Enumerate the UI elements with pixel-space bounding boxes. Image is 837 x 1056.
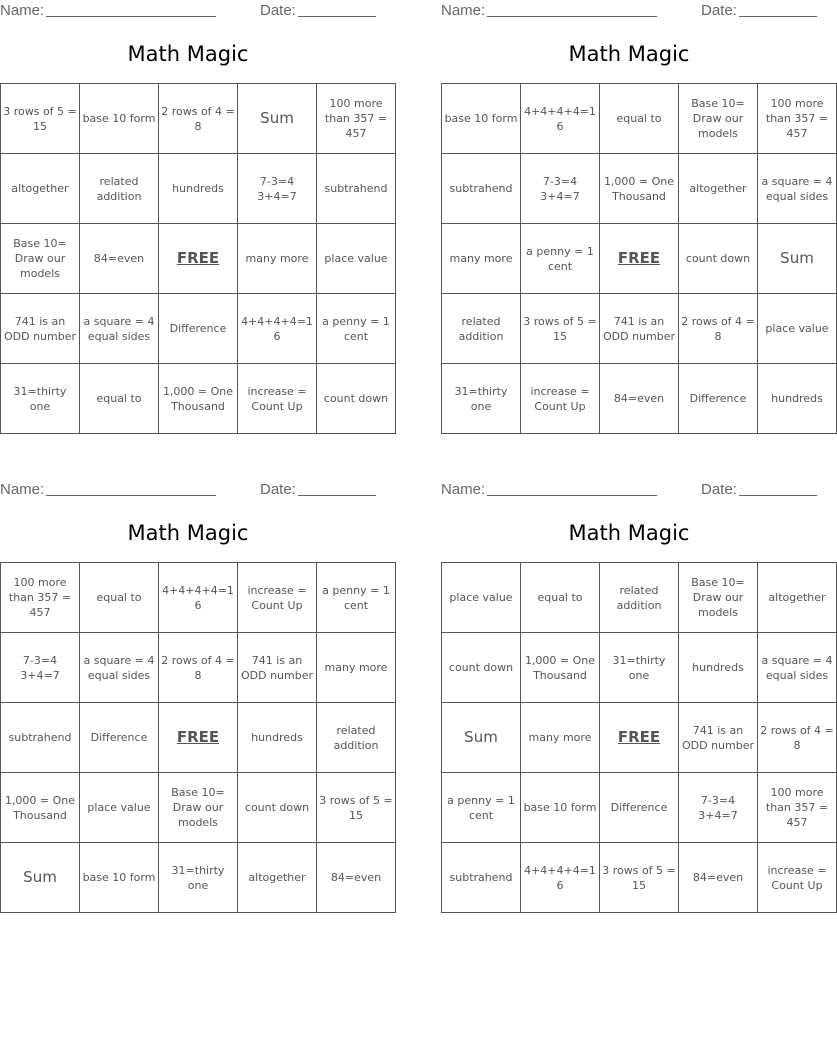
bingo-cell: 84=even: [80, 224, 159, 294]
date-label: Date:: [260, 2, 296, 19]
bingo-cell: related addition: [600, 563, 679, 633]
bingo-cell: 1,000 = One Thousand: [1, 773, 80, 843]
bingo-cell: related addition: [442, 294, 521, 364]
bingo-cell: equal to: [521, 563, 600, 633]
bingo-cell: many more: [317, 633, 396, 703]
bingo-grid: [0, 83, 396, 434]
free-space-cell: FREE: [600, 703, 679, 773]
bingo-cell: 4+4+4+4=16: [521, 843, 600, 913]
bingo-cell: many more: [442, 224, 521, 294]
bingo-cell: 7-3=4 3+4=7: [238, 154, 317, 224]
date-label: Date:: [701, 2, 737, 19]
card-title: Math Magic: [568, 42, 690, 66]
bingo-cell: 1,000 = One Thousand: [159, 364, 238, 434]
bingo-cell: 4+4+4+4=16: [238, 294, 317, 364]
bingo-cell: related addition: [80, 154, 159, 224]
date-blank-line: [739, 495, 817, 496]
bingo-cell: a square = 4 equal sides: [80, 633, 159, 703]
grid-row: [442, 364, 837, 434]
bingo-cell: hundreds: [679, 633, 758, 703]
bingo-cell: altogether: [1, 154, 80, 224]
bingo-cell: 84=even: [600, 364, 679, 434]
bingo-cell: altogether: [679, 154, 758, 224]
bingo-cell: Sum: [1, 843, 80, 913]
bingo-cell: 84=even: [317, 843, 396, 913]
bingo-cell: base 10 form: [80, 843, 159, 913]
name-label: Name:: [0, 481, 45, 498]
bingo-cell: altogether: [238, 843, 317, 913]
bingo-cell: base 10 form: [442, 84, 521, 154]
name-date-row: [441, 0, 817, 20]
grid-row: [1, 843, 396, 913]
date-blank-line: [739, 16, 817, 17]
bingo-cell: increase = Count Up: [521, 364, 600, 434]
bingo-cell: 2 rows of 4 = 8: [159, 84, 238, 154]
bingo-cell: subtrahend: [442, 843, 521, 913]
bingo-cell: subtrahend: [442, 154, 521, 224]
bingo-cell: 4+4+4+4=16: [521, 84, 600, 154]
bingo-cell: Base 10= Draw our models: [1, 224, 80, 294]
card-title: Math Magic: [127, 521, 249, 545]
grid-row: [1, 154, 396, 224]
bingo-cell: 1,000 = One Thousand: [521, 633, 600, 703]
bingo-cell: subtrahend: [317, 154, 396, 224]
grid-row: [442, 154, 837, 224]
bingo-cell: 2 rows of 4 = 8: [159, 633, 238, 703]
free-space-cell: FREE: [159, 224, 238, 294]
bingo-cell: a penny = 1 cent: [317, 294, 396, 364]
bingo-cell: hundreds: [159, 154, 238, 224]
bingo-cell: many more: [521, 703, 600, 773]
bingo-cell: 3 rows of 5 = 15: [521, 294, 600, 364]
bingo-cell: place value: [317, 224, 396, 294]
bingo-cell: 31=thirty one: [600, 633, 679, 703]
bingo-cell: Sum: [442, 703, 521, 773]
free-space-cell: FREE: [600, 224, 679, 294]
bingo-cell: increase = Count Up: [238, 364, 317, 434]
bingo-cell: count down: [238, 773, 317, 843]
card-title: Math Magic: [127, 42, 249, 66]
bingo-cell: 4+4+4+4=16: [159, 563, 238, 633]
bingo-cell: hundreds: [758, 364, 837, 434]
bingo-cell: Sum: [238, 84, 317, 154]
grid-row: [442, 773, 837, 843]
bingo-cell: Difference: [159, 294, 238, 364]
bingo-cell: Base 10= Draw our models: [679, 563, 758, 633]
bingo-cell: many more: [238, 224, 317, 294]
bingo-cell: equal to: [80, 364, 159, 434]
bingo-cell: a square = 4 equal sides: [758, 154, 837, 224]
bingo-cell: 3 rows of 5 = 15: [317, 773, 396, 843]
bingo-cell: 84=even: [679, 843, 758, 913]
bingo-cell: Difference: [600, 773, 679, 843]
grid-row: [442, 633, 837, 703]
name-label: Name:: [441, 2, 486, 19]
bingo-cell: altogether: [758, 563, 837, 633]
bingo-grid: [0, 562, 396, 913]
bingo-cell: hundreds: [238, 703, 317, 773]
bingo-cell: 741 is an ODD number: [238, 633, 317, 703]
grid-row: [1, 773, 396, 843]
bingo-cell: base 10 form: [80, 84, 159, 154]
bingo-cell: 31=thirty one: [1, 364, 80, 434]
free-space-cell: FREE: [159, 703, 238, 773]
bingo-cell: 100 more than 357 = 457: [317, 84, 396, 154]
bingo-cell: 100 more than 357 = 457: [758, 84, 837, 154]
bingo-cell: 31=thirty one: [159, 843, 238, 913]
date-blank-line: [298, 16, 376, 17]
bingo-cell: increase = Count Up: [758, 843, 837, 913]
bingo-cell: 3 rows of 5 = 15: [600, 843, 679, 913]
bingo-cell: place value: [758, 294, 837, 364]
date-label: Date:: [701, 481, 737, 498]
grid-row: [1, 364, 396, 434]
name-blank-line: [46, 16, 216, 17]
card-title: Math Magic: [568, 521, 690, 545]
grid-row: [442, 563, 837, 633]
bingo-cell: count down: [442, 633, 521, 703]
grid-row: [442, 224, 837, 294]
grid-row: [1, 294, 396, 364]
name-label: Name:: [0, 2, 45, 19]
bingo-cell: 7-3=4 3+4=7: [679, 773, 758, 843]
bingo-cell: equal to: [80, 563, 159, 633]
name-blank-line: [487, 495, 657, 496]
date-blank-line: [298, 495, 376, 496]
bingo-cell: Difference: [679, 364, 758, 434]
bingo-cell: 2 rows of 4 = 8: [758, 703, 837, 773]
bingo-cell: a penny = 1 cent: [521, 224, 600, 294]
name-label: Name:: [441, 481, 486, 498]
bingo-cell: equal to: [600, 84, 679, 154]
name-blank-line: [46, 495, 216, 496]
bingo-cell: 741 is an ODD number: [1, 294, 80, 364]
bingo-cell: Sum: [758, 224, 837, 294]
bingo-cell: 741 is an ODD number: [600, 294, 679, 364]
grid-row: [442, 294, 837, 364]
bingo-cell: a penny = 1 cent: [442, 773, 521, 843]
bingo-cell: subtrahend: [1, 703, 80, 773]
grid-row: [1, 633, 396, 703]
grid-row: [442, 843, 837, 913]
bingo-cell: 31=thirty one: [442, 364, 521, 434]
bingo-cell: increase = Count Up: [238, 563, 317, 633]
bingo-cell: 100 more than 357 = 457: [758, 773, 837, 843]
grid-row: [442, 703, 837, 773]
bingo-cell: 100 more than 357 = 457: [1, 563, 80, 633]
bingo-cell: Base 10= Draw our models: [679, 84, 758, 154]
bingo-cell: a square = 4 equal sides: [80, 294, 159, 364]
bingo-cell: count down: [679, 224, 758, 294]
bingo-cell: 741 is an ODD number: [679, 703, 758, 773]
bingo-cell: a penny = 1 cent: [317, 563, 396, 633]
bingo-grid: [441, 562, 837, 913]
grid-row: [442, 84, 837, 154]
name-date-row: [0, 0, 376, 20]
bingo-cell: count down: [317, 364, 396, 434]
bingo-cell: 7-3=4 3+4=7: [1, 633, 80, 703]
grid-row: [1, 224, 396, 294]
date-label: Date:: [260, 481, 296, 498]
bingo-cell: a square = 4 equal sides: [758, 633, 837, 703]
bingo-cell: base 10 form: [521, 773, 600, 843]
bingo-cell: Base 10= Draw our models: [159, 773, 238, 843]
grid-row: [1, 563, 396, 633]
bingo-cell: 1,000 = One Thousand: [600, 154, 679, 224]
bingo-cell: place value: [442, 563, 521, 633]
bingo-grid: [441, 83, 837, 434]
bingo-cell: Difference: [80, 703, 159, 773]
grid-row: [1, 84, 396, 154]
bingo-cell: 2 rows of 4 = 8: [679, 294, 758, 364]
bingo-cell: place value: [80, 773, 159, 843]
name-blank-line: [487, 16, 657, 17]
name-date-row: [0, 479, 376, 499]
bingo-cell: 7-3=4 3+4=7: [521, 154, 600, 224]
grid-row: [1, 703, 396, 773]
bingo-cell: related addition: [317, 703, 396, 773]
name-date-row: [441, 479, 817, 499]
bingo-cell: 3 rows of 5 = 15: [1, 84, 80, 154]
